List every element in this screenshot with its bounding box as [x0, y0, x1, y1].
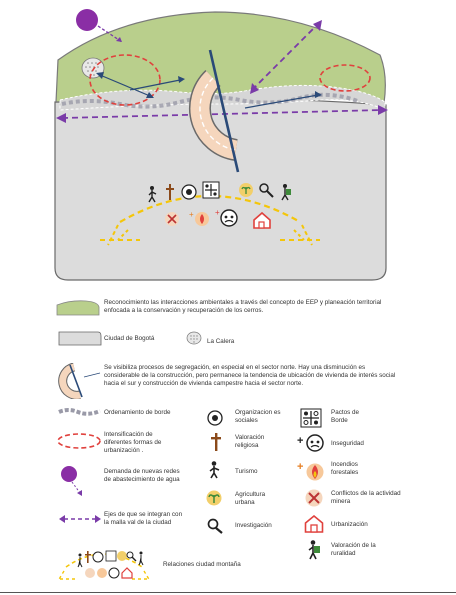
legend-relaciones: Relaciones ciudad montaña — [163, 561, 241, 568]
eep-symbol — [56, 299, 100, 316]
legend-incendios: Incendios forestales — [331, 461, 359, 476]
legend-agricultura: Agricultura urbana — [235, 491, 266, 506]
insecurity-icon — [297, 434, 325, 452]
svg-text:+: + — [189, 210, 194, 219]
religious-icon — [211, 433, 221, 451]
legend-turismo: Turismo — [235, 468, 258, 475]
urbanization-icon — [304, 515, 324, 533]
legend-inseguridad: Inseguridad — [331, 440, 364, 447]
border-pacts-icon — [300, 408, 322, 428]
legend-conflictos: Conflictos de la actividad minera — [331, 490, 401, 505]
bogota-area — [55, 100, 386, 280]
tourism-icon — [209, 461, 221, 479]
axes-symbol — [58, 513, 102, 525]
legend-urbanizacion: Urbanización — [331, 521, 368, 528]
water-demand-symbol — [60, 465, 90, 497]
legend-intensificacion: Intensificación de diferentes formas de urbanización . — [104, 431, 162, 454]
bogota-symbol — [58, 330, 102, 347]
border-symbol — [58, 406, 102, 416]
legend-valoracion-religiosa: Valoración religiosa — [235, 434, 265, 449]
legend-organizaciones: Organizacion es sociales — [235, 409, 281, 424]
legend-ordenamiento: Ordenamiento de borde — [104, 409, 171, 416]
segregation-symbol — [56, 363, 102, 399]
fire-icon — [297, 461, 325, 481]
water-demand-circle — [76, 9, 98, 31]
legend-calera: La Calera — [207, 338, 235, 345]
calera-symbol — [186, 331, 202, 345]
intensification-symbol — [56, 432, 102, 450]
research-icon — [207, 518, 223, 534]
legend-valoracion-ruralidad: Valoración de la ruralidad — [331, 542, 376, 557]
rurality-icon — [308, 540, 322, 560]
legend-investigacion: Investigación — [235, 522, 272, 529]
legend-segregacion: Se visibiliza procesos de segregación, en especial en el sector norte. Hay una disminución es considerable de la construcción, pero permanece la tendencia de ubicación de vivienda de interés social hacia el sur y construcción de vivienda campestre hacia el sector norte. — [104, 364, 396, 387]
legend-bogota: Ciudad de Bogotá — [104, 335, 155, 342]
agriculture-icon — [206, 490, 222, 506]
legend-eep: Reconocimiento las interacciones ambientales a través del concepto de EEP y planeación territorial enfocada a la conservación y recuperación de los cerros. — [104, 299, 382, 314]
legend-pactos: Pactos de Borde — [331, 409, 360, 424]
mining-icon — [305, 489, 323, 507]
svg-text:+: + — [215, 208, 220, 217]
bottom-rule — [0, 592, 456, 593]
relations-symbol — [56, 543, 152, 585]
social-org-icon — [207, 410, 223, 426]
legend-ejes: Ejes de que se integran con la malla val de la ciudad — [104, 511, 183, 526]
svg-text:+: + — [297, 461, 304, 473]
svg-text:+: + — [297, 435, 304, 447]
legend-demanda: Demanda de nuevas redes de abastecimiento de agua — [104, 468, 180, 483]
